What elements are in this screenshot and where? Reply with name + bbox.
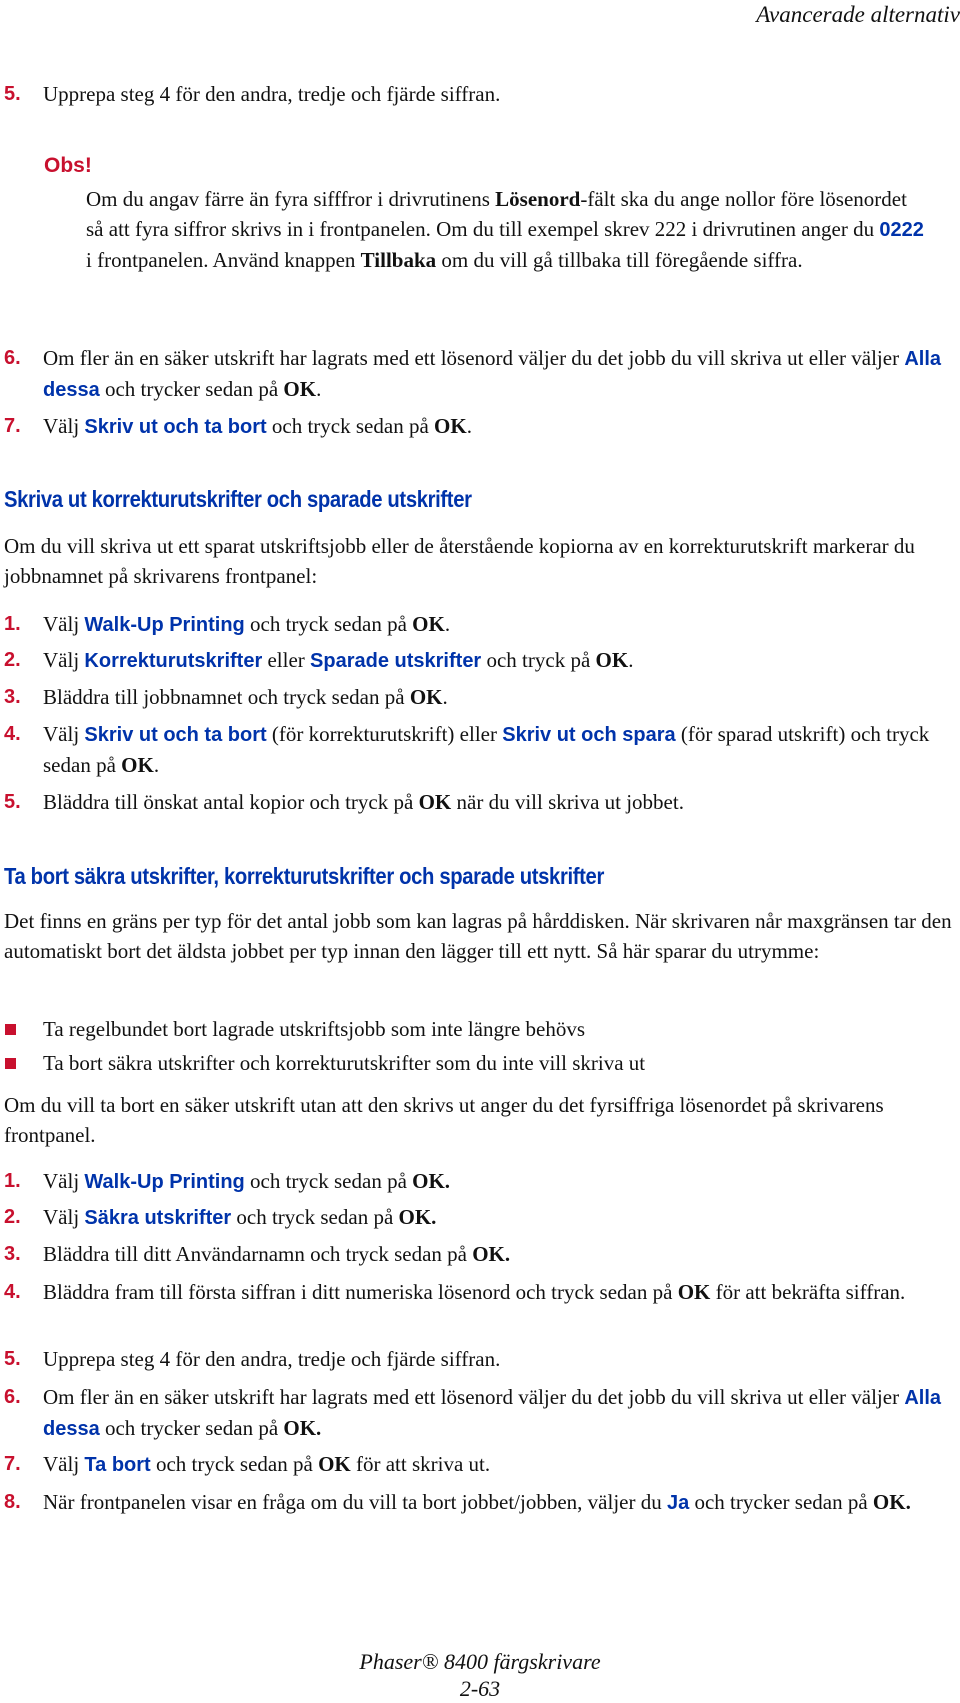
step-number: 1. xyxy=(4,613,21,635)
step-text: När frontpanelen visar en fråga om du vill ta bort jobbet/jobben, väljer du Ja och trycker sedan på OK. xyxy=(43,1490,911,1514)
step-text: Om fler än en säker utskrift har lagrats med ett lösenord väljer du det jobb du vill skriva ut eller väljer Alla dessa och trycker sedan på OK. xyxy=(43,346,942,401)
footer-product: Phaser® 8400 färgskrivare xyxy=(359,1649,601,1674)
section-heading: Ta bort säkra utskrifter, korrekturutskrifter och sparade utskrifter xyxy=(4,863,604,889)
step-text: Bläddra till jobbnamnet och tryck sedan på OK. xyxy=(43,685,448,709)
step-number: 6. xyxy=(4,1386,21,1408)
section-paragraph: Om du vill ta bort en säker utskrift utan att den skrivs ut anger du det fyrsiffriga lösenordet på skrivarens frontpanel. xyxy=(4,1093,884,1147)
step-number: 5. xyxy=(4,791,21,813)
note-label: Obs! xyxy=(44,154,92,177)
section-intro: Om du vill skriva ut ett sparat utskriftsjobb eller de återstående kopiorna av en korrekturutskrift markerar du jobbnamnet på skrivarens frontpanel: xyxy=(4,534,915,588)
step-text: Upprepa steg 4 för den andra, tredje och fjärde siffran. xyxy=(43,1347,501,1371)
step-text: Välj Walk-Up Printing och tryck sedan på OK. xyxy=(43,612,451,636)
step-number: 7. xyxy=(4,1453,21,1475)
step-number: 6. xyxy=(4,347,21,369)
running-header: Avancerade alternativ xyxy=(756,2,960,27)
step-text: Välj Walk-Up Printing och tryck sedan på OK. xyxy=(43,1169,451,1193)
section-intro: Det finns en gräns per typ för det antal jobb som kan lagras på hårddisken. När skrivaren når maxgränsen tar den automatiskt bort det äldsta jobbet per typ innan den lägger till ett nytt. Så här sparar du utrymme: xyxy=(4,909,952,963)
step-text: Bläddra till ditt Användarnamn och tryck sedan på OK. xyxy=(43,1242,511,1266)
bullet-marker xyxy=(5,1058,16,1069)
step-text: Välj Skriv ut och ta bort och tryck sedan på OK. xyxy=(43,414,472,438)
step-text: Om fler än en säker utskrift har lagrats med ett lösenord väljer du det jobb du vill skriva ut eller väljer Alla dessa och trycker sedan på OK. xyxy=(43,1385,942,1440)
step-number: 2. xyxy=(4,1206,21,1228)
bullet-text: Ta bort säkra utskrifter och korrekturutskrifter som du inte vill skriva ut xyxy=(43,1051,646,1075)
section-heading: Skriva ut korrekturutskrifter och sparade utskrifter xyxy=(4,486,472,512)
step-text: Bläddra fram till första siffran i ditt numeriska lösenord och tryck sedan på OK för att bekräfta siffran. xyxy=(43,1280,906,1304)
step-text: Välj Skriv ut och ta bort (för korrekturutskrift) eller Skriv ut och spara (för sparad utskrift) och tryck sedan på OK. xyxy=(43,722,930,777)
step-number: 5. xyxy=(4,1348,21,1370)
bullet-marker xyxy=(5,1024,16,1035)
step-number: 4. xyxy=(4,1281,21,1303)
step-text: Välj Ta bort och tryck sedan på OK för att skriva ut. xyxy=(43,1452,491,1476)
step-text: Välj Säkra utskrifter och tryck sedan på OK. xyxy=(43,1205,437,1229)
note-text: Om du angav färre än fyra sifffror i drivrutinens Lösenord-fält ska du ange nollor före lösenordet så att fyra siffror skrivs in i frontpanelen. Om du till exempel skrev 222 i drivrutinen anger du 0222 i frontpanelen. Använd knappen Tillbaka om du vill gå tillbaka till föregående siffra. xyxy=(86,187,924,272)
step-number: 4. xyxy=(4,723,21,745)
step-number: 8. xyxy=(4,1491,21,1513)
step-number: 2. xyxy=(4,649,21,671)
step-number: 7. xyxy=(4,415,21,437)
step-number: 3. xyxy=(4,1243,21,1265)
step-number: 1. xyxy=(4,1170,21,1192)
page-number: 2-63 xyxy=(459,1676,501,1701)
step-text: Upprepa steg 4 för den andra, tredje och fjärde siffran. xyxy=(43,82,501,106)
step-number: 3. xyxy=(4,686,21,708)
step-number: 5. xyxy=(4,83,21,105)
step-text: Välj Korrekturutskrifter eller Sparade utskrifter och tryck på OK. xyxy=(43,648,634,672)
step-text: Bläddra till önskat antal kopior och tryck på OK när du vill skriva ut jobbet. xyxy=(43,790,684,814)
bullet-text: Ta regelbundet bort lagrade utskriftsjobb som inte längre behövs xyxy=(43,1017,586,1041)
